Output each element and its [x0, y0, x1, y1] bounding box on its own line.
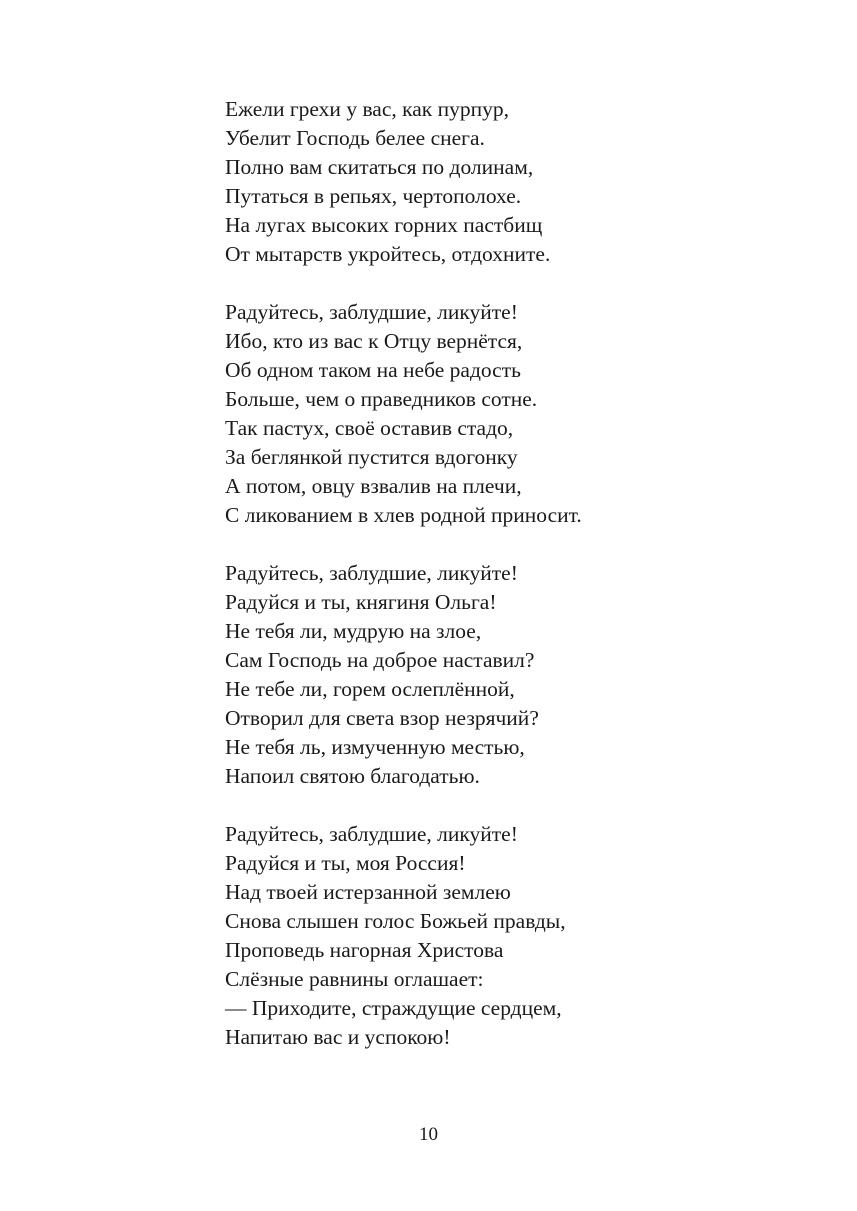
poem-line: Над твоей истерзанной землею [225, 880, 511, 904]
poem-line: Снова слышен голос Божьей правды, [225, 909, 566, 933]
poem-line: Сам Господь на доброе наставил? [225, 648, 535, 672]
page-number: 10 [419, 1124, 438, 1145]
poem-line: Радуйся и ты, княгиня Ольга! [225, 590, 497, 614]
poem-line: Больше, чем о праведников сотне. [225, 387, 538, 411]
stanza-1 [225, 95, 825, 269]
poem-line: Напитаю вас и успокою! [225, 1025, 451, 1049]
poem-line: Радуйтесь, заблудшие, ликуйте! [225, 300, 518, 324]
poem-line: Путаться в репьях, чертополохе. [225, 184, 522, 208]
poem-line: Об одном таком на небе радость [225, 358, 521, 382]
poem-line: Ежели грехи у вас, как пурпур, [225, 97, 510, 121]
poem-line: Полно вам скитаться по долинам, [225, 155, 534, 179]
poem-line: Радуйся и ты, моя Россия! [225, 851, 466, 875]
poem-line: Так пастух, своё оставив стадо, [225, 416, 514, 440]
poem-line: Проповедь нагорная Христова [225, 938, 504, 962]
poem-line: Не тебя ль, измученную местью, [225, 735, 525, 759]
stanza-3 [225, 559, 825, 791]
poem-line: Отворил для света взор незрячий? [225, 706, 539, 730]
poem-line: Радуйтесь, заблудшие, ликуйте! [225, 561, 518, 585]
poem-body [225, 95, 825, 1081]
poem-line: На лугах высоких горних пастбищ [225, 213, 543, 237]
poem-line: — Приходите, страждущие сердцем, [225, 996, 562, 1020]
poem-line: Напоил святою благодатью. [225, 764, 480, 788]
poem-line: От мытарств укройтесь, отдохните. [225, 242, 551, 266]
poem-line: За беглянкой пустится вдогонку [225, 445, 518, 469]
poem-line: Не тебе ли, горем ослеплённой, [225, 677, 515, 701]
poem-line: Убелит Господь белее снега. [225, 126, 485, 150]
poem-line: Радуйтесь, заблудшие, ликуйте! [225, 822, 518, 846]
poem-line: Не тебя ли, мудрую на злое, [225, 619, 482, 643]
stanza-4 [225, 820, 825, 1052]
poem-line: А потом, овцу взвалив на плечи, [225, 474, 522, 498]
stanza-2 [225, 298, 825, 530]
poem-line: Ибо, кто из вас к Отцу вернётся, [225, 329, 523, 353]
poem-line: Слёзные равнины оглашает: [225, 967, 484, 991]
poem-line: С ликованием в хлев родной приносит. [225, 503, 582, 527]
